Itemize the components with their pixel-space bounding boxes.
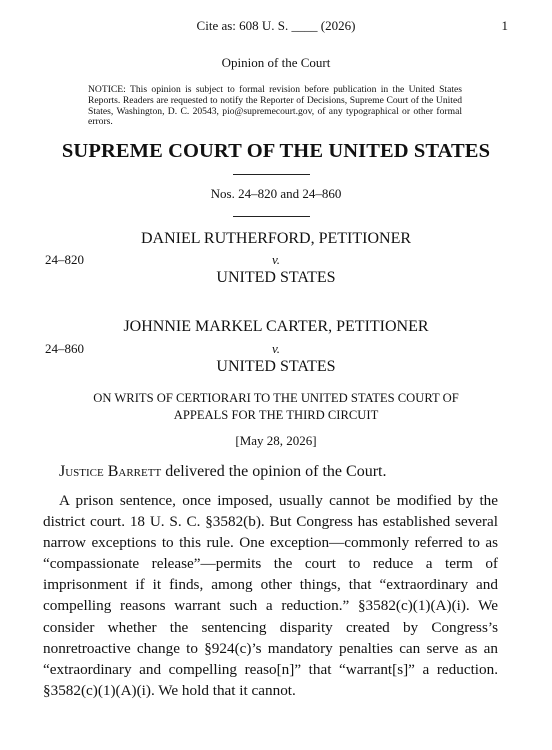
opinion-body-paragraph: A prison sentence, once imposed, usually cannot be modified by the district court. 18 U. S. C. §3582(b). But Congress has established several narrow exceptions to this rule. One exception—commonly referred to as “compassionate release”—permits the court to reduce a term of imprisonment if it finds, among other things, that “extraordinary and compelling reasons warrant such a reduction.” §3582(c)(1)(A)(i). We consider whether the sentencing disparity created by Congress’s nonretroactive change to §924(c)’s mandatory penalties can serve as an “extraordinary and compelling reaso[n]” that “warrant[s]” a reduction. §3582(c)(1)(A)(i). We hold that it cannot.	[43, 492, 498, 699]
decision-date: [May 28, 2026]	[235, 433, 317, 448]
divider-bottom	[233, 216, 310, 217]
notice-paragraph: NOTICE: This opinion is subject to formal revision before publication in the United States Reports. Readers are requested to notify the Reporter of Decisions, Supreme Court of the United States, Washington, D. C. 20543, pio@supremecourt.gov, of any typographical or other formal errors.	[88, 84, 462, 128]
writ-caption	[0, 390, 552, 424]
case-2-respondent: UNITED STATES	[216, 358, 336, 375]
opinion-label: Opinion of the Court	[221, 55, 331, 70]
delivered-by-line	[59, 463, 386, 481]
case-1-versus: v.	[271, 252, 281, 267]
citation-header: Cite as: 608 U. S. ____ (2026)	[196, 18, 356, 33]
case-2-number: 24–860	[45, 341, 84, 356]
page-number: 1	[501, 18, 508, 33]
case-1-petitioner: DANIEL RUTHERFORD, PETITIONER	[140, 230, 412, 247]
writ-line-2: APPEALS FOR THE THIRD CIRCUIT	[173, 408, 379, 422]
writ-line-1: ON WRITS OF CERTIORARI TO THE UNITED STATES COURT OF	[93, 391, 459, 405]
case-1-respondent: UNITED STATES	[216, 269, 336, 286]
delivered-text: delivered the opinion of the Court.	[161, 463, 387, 480]
case-2-versus: v.	[271, 341, 281, 356]
court-title: SUPREME COURT OF THE UNITED STATES	[61, 140, 491, 162]
case-2-petitioner: JOHNNIE MARKEL CARTER, PETITIONER	[123, 318, 429, 335]
divider-top	[233, 174, 310, 175]
docket-numbers: Nos. 24–820 and 24–860	[210, 186, 342, 201]
justice-name: Justice Barrett	[59, 463, 162, 480]
case-1-number: 24–820	[45, 252, 84, 267]
